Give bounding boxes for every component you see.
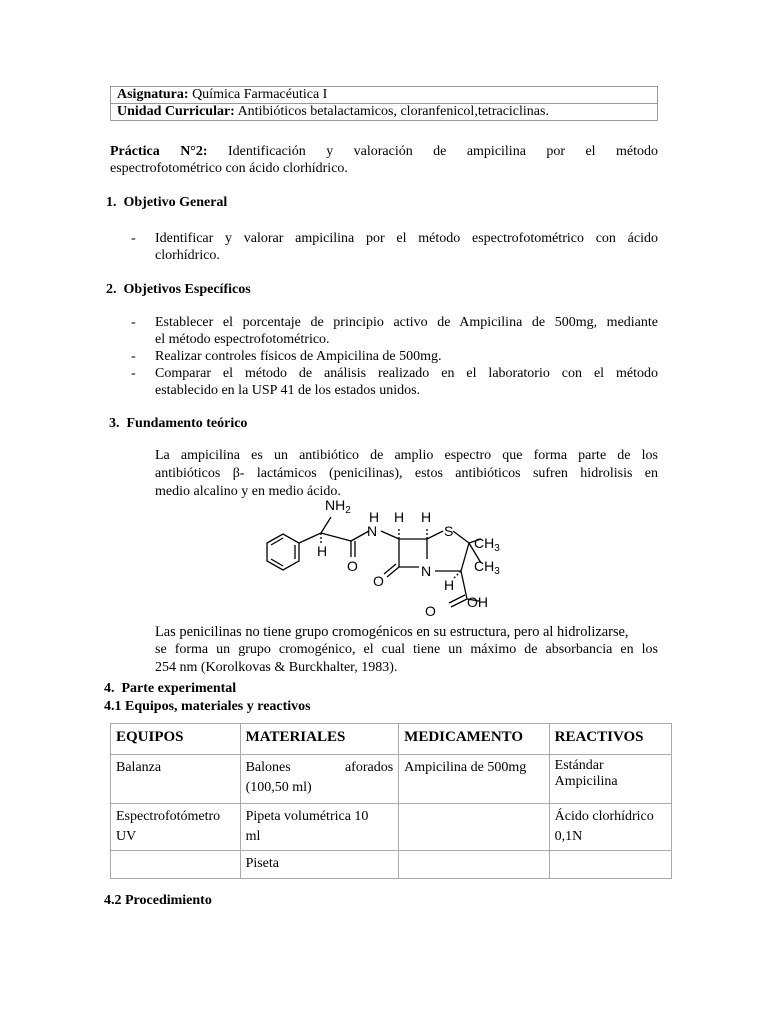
header-medicamento: MEDICAMENTO — [399, 724, 549, 755]
specific-objective-3-line2: establecido en la USP 41 de los estados unidos. — [155, 383, 421, 398]
header-reactivos: REACTIVOS — [549, 724, 671, 755]
bullet-dash: - — [131, 349, 136, 364]
ampicillin-structure-diagram — [255, 495, 515, 620]
specific-objective-1-line1: Establecer el porcentaje de principio activo de Ampicilina de 500mg, mediante — [155, 315, 658, 330]
lactam-o-label: O — [373, 573, 384, 589]
practice-title-line1 — [110, 143, 658, 160]
practice-title-line2: espectrofotométrico con ácido clorhídrico. — [110, 161, 348, 176]
benzene-ring — [267, 534, 299, 570]
cell-equipos — [111, 851, 241, 879]
theory-para1-line3: medio alcalino y en medio ácido. — [155, 484, 341, 499]
c5-h-label: H — [421, 509, 432, 525]
methyl-bottom-label: $CH_3$ — [474, 558, 500, 577]
table-row — [111, 755, 672, 804]
specific-objective-3-line1: Comparar el método de análisis realizado en el laboratorio con el método — [155, 366, 658, 381]
objective-general-line2: clorhídrico. — [155, 248, 220, 263]
alpha-h-label: H — [317, 543, 328, 559]
bullet-dash: - — [131, 231, 136, 246]
subject-value: Química Farmacéutica I — [188, 87, 328, 102]
theory-para2-line3: 254 nm (Korolkovas & Burckhalter, 1983). — [155, 660, 398, 675]
acid-o-label: O — [425, 603, 436, 619]
methyl-top-label: $CH_3$ — [474, 535, 500, 554]
unit-value: Antibióticos betalactamicos, cloranfenicol,tetraciclinas. — [234, 104, 549, 119]
section-1-heading: 1. Objetivo General — [106, 195, 228, 210]
table-header-row — [111, 724, 672, 755]
cell-medicamento: Ampicilina de 500mg — [399, 755, 549, 804]
cell-materiales: Piseta — [240, 851, 399, 879]
header-materiales: MATERIALES — [240, 724, 399, 755]
c3-h-label: H — [444, 577, 455, 593]
cell-equipos: Balanza — [111, 755, 241, 804]
practice-title-text: Identificación y valoración de ampicilina por el método — [228, 144, 658, 159]
cell-medicamento — [399, 804, 549, 851]
unit-label: Unidad Curricular: — [117, 104, 235, 119]
cell-reactivos: Ácido clorhídrico 0,1N — [549, 804, 671, 851]
cell-materiales: Pipeta volumétrica 10 ml — [240, 804, 399, 851]
c6-h-label: H — [394, 509, 405, 525]
course-info-table — [110, 86, 658, 121]
cell-equipos: Espectrofotómetro UV — [111, 804, 241, 851]
cell-reactivos: Estándar Ampicilina — [549, 755, 671, 804]
specific-objective-1-line2: el método espectrofotométrico. — [155, 332, 330, 347]
table-row — [111, 804, 672, 851]
cell-medicamento — [399, 851, 549, 879]
practice-label: Práctica N°2: — [110, 144, 208, 159]
amide-n-label: N — [367, 523, 378, 539]
section-2-heading: 2. Objetivos Específicos — [106, 282, 251, 297]
amide-o-label: O — [347, 558, 358, 574]
ring-n-label: N — [421, 563, 432, 579]
subject-label: Asignatura: — [117, 87, 189, 102]
equipment-materials-table — [110, 723, 672, 879]
acid-oh-label: OH — [467, 594, 488, 610]
section-4-1-heading: 4.1 Equipos, materiales y reactivos — [104, 699, 311, 714]
section-4-2-heading: 4.2 Procedimiento — [104, 893, 212, 908]
theory-para2-line2: se forma un grupo cromogénico, el cual tiene un máximo de absorbancia en los — [155, 642, 658, 657]
course-unit-row — [111, 104, 658, 121]
theory-para1-line2: antibióticos β- lactámicos (penicilinas), estos antibióticos sufren hidrolisis en — [155, 466, 658, 481]
cell-reactivos — [549, 851, 671, 879]
theory-para1-line1: La ampicilina es un antibiótico de amplio espectro que forma parte de los — [155, 448, 658, 463]
section-4-heading: 4. Parte experimental — [104, 681, 237, 696]
objective-general-line1: Identificar y valorar ampicilina por el método espectrofotométrico con ácido — [155, 231, 658, 246]
course-subject-row — [111, 87, 658, 104]
sulfur-label: S — [444, 523, 454, 539]
bullet-dash: - — [131, 366, 136, 381]
bullet-dash: - — [131, 315, 136, 330]
nh2-label: $NH_2$ — [325, 497, 351, 516]
section-3-heading: 3. Fundamento teórico — [109, 416, 248, 431]
amide-h-label: H — [369, 509, 380, 525]
cell-materiales: Balones aforados (100,50 ml) — [240, 755, 399, 804]
specific-objective-2: Realizar controles físicos de Ampicilina de 500mg. — [155, 349, 442, 364]
theory-para2-line1: Las penicilinas no tiene grupo cromogénicos en su estructura, pero al hidrolizarse, — [155, 624, 629, 640]
header-equipos: EQUIPOS — [111, 724, 241, 755]
table-row — [111, 851, 672, 879]
